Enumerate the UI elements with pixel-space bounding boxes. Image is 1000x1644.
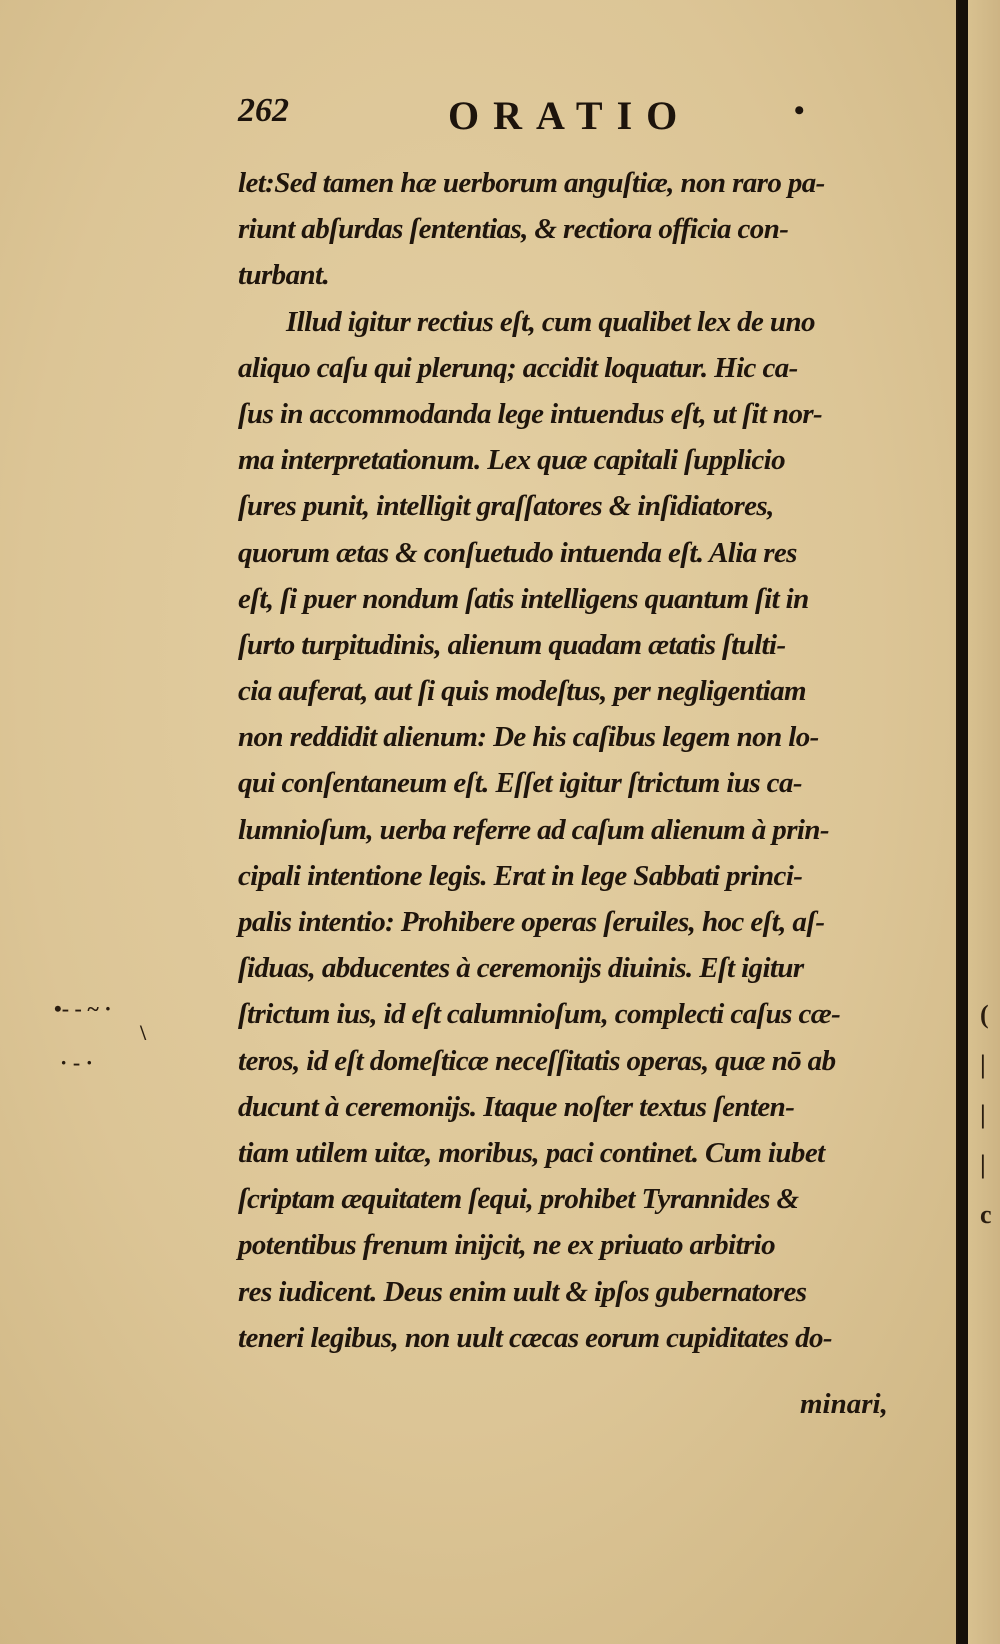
text-line: ſiduas, abducentes à ceremonijs diuinis. Eſt igitur xyxy=(238,952,804,985)
text-line: qui conſentaneum eſt. Eſſet igitur ſtrictum ius ca‑ xyxy=(238,767,802,800)
text-line: tiam utilem uitæ, moribus, paci continet. Cum iubet xyxy=(238,1136,825,1169)
marginal-marks xyxy=(30,996,210,1116)
page-number: 262 xyxy=(238,92,289,129)
text-line: ſures punit, intelligit graſſatores & inſidiatores, xyxy=(238,490,774,523)
text-line: potentibus frenum inijcit, ne ex priuato arbitrio xyxy=(238,1229,775,1262)
text-line: cipali intentione legis. Erat in lege Sabbati princi‑ xyxy=(238,859,803,892)
text-line: let:Sed tamen hæ uerborum anguſtiæ, non raro pa‑ xyxy=(238,167,825,199)
text-line: cia auferat, aut ſi quis modeſtus, per negligentiam xyxy=(238,675,806,708)
ink-mark: \ xyxy=(140,1020,147,1045)
text-line: palis intentio: Prohibere operas ſeruiles, hoc eſt, aſ‑ xyxy=(238,906,825,938)
catchword: minari, xyxy=(800,1388,888,1420)
text-line: quorum ætas & conſuetudo intuenda eſt. Alia res xyxy=(238,536,797,569)
text-line: teros, id eſt domeſticæ neceſſitatis operas, quæ nō ab xyxy=(238,1044,836,1077)
running-title: ORATIO xyxy=(448,93,692,138)
text-line: non reddidit alienum: De his caſibus legem non lo‑ xyxy=(238,721,819,754)
text-line: riunt abſurdas ſententias, & rectiora officia con‑ xyxy=(238,213,789,246)
text-line: ſus in accommodanda lege intuendus eſt, ut ſit nor‑ xyxy=(238,397,823,430)
ink-mark: •‑ ‑ ~ · xyxy=(54,996,112,1021)
text-line: turbant. xyxy=(238,259,330,292)
ink-mark: · ‑ · xyxy=(60,1050,93,1075)
text-line: ſcriptam æquitatem ſequi, prohibet Tyrannides & xyxy=(238,1183,799,1216)
text-line: aliquo caſu qui plerunq; accidit loquatur. Hic ca‑ xyxy=(238,351,798,384)
text-line: ſurto turpitudinis, alienum quadam ætatis ſtulti‑ xyxy=(238,628,786,661)
show-through-letters: ( | | | c xyxy=(980,1000,992,1229)
text-line: teneri legibus, non uult cæcas eorum cupiditates do‑ xyxy=(238,1321,832,1354)
text-line: lumnioſum, uerba referre ad caſum alienum à prin‑ xyxy=(238,813,829,846)
body-text xyxy=(238,160,918,1361)
page-header xyxy=(238,92,858,142)
text-line: ſtrictum ius, id eſt calumnioſum, complecti caſus cæ‑ xyxy=(238,998,841,1031)
gutter-shadow xyxy=(958,0,968,1644)
header-ornament: • xyxy=(794,94,805,127)
text-line: eſt, ſi puer nondum ſatis intelligens quantum ſit in xyxy=(238,582,809,615)
text-line: Illud igitur rectius eſt, cum qualibet lex de uno xyxy=(286,305,815,338)
text-line: ducunt à ceremonijs. Itaque noſter textus ſenten‑ xyxy=(238,1090,795,1123)
text-line: ma interpretationum. Lex quæ capitali ſupplicio xyxy=(238,444,785,477)
text-line: res iudicent. Deus enim uult & ipſos gubernatores xyxy=(238,1275,807,1308)
